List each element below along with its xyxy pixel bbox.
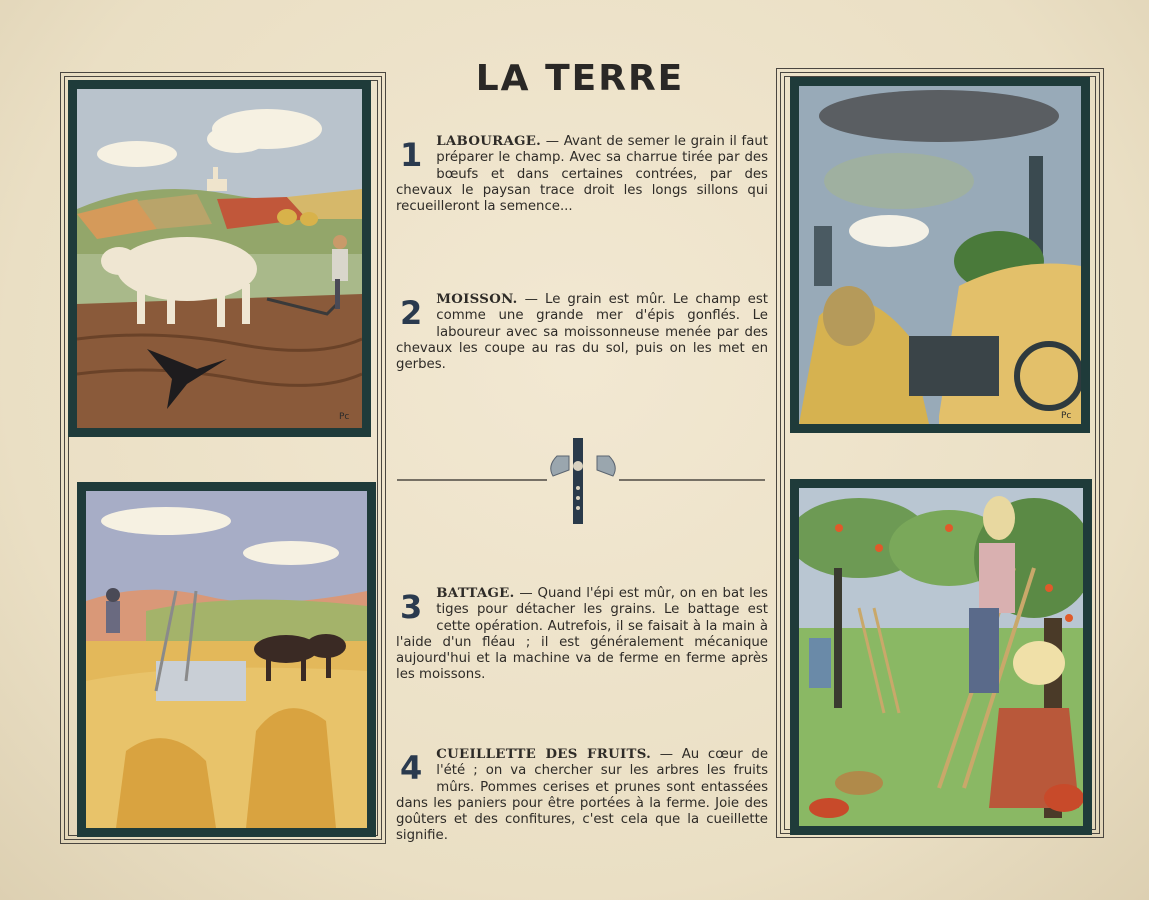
section-moisson <box>396 292 768 373</box>
page-title: LA TERRE <box>475 58 685 99</box>
section-labourage <box>396 134 768 215</box>
svg-text:Pc: Pc <box>1061 411 1072 421</box>
section-number: 3 <box>400 588 423 626</box>
flail-ornament-divider <box>397 436 765 528</box>
section-text: — Quand l'épi est mûr, on en bat les tiges pour détacher les grains. Le battage est cette opération. Autrefois, il se faisait à la main à l'aide d'un fléau ; il est généralement mécanique aujourd'hui et la machine va de ferme en ferme après les moissons. <box>396 586 768 683</box>
threshing-illustration <box>790 77 1090 433</box>
section-heading: MOISSON. <box>436 292 518 307</box>
section-text: — Au cœur de l'été ; on va chercher sur les arbres les fruits mûrs. Pommes cerises et prunes sont entassées dans les paniers pour être portées à la ferme. Joie des goûters et des confitures, c'est cela que la cueillette signifie. <box>396 747 768 844</box>
section-heading: CUEILLETTE DES FRUITS. <box>436 747 652 762</box>
section-battage <box>396 586 768 684</box>
section-number: 2 <box>400 294 423 332</box>
fruit-picking-illustration <box>790 479 1092 835</box>
section-text: — Le grain est mûr. Le champ est comme une grande mer d'épis gonflés. Le laboureur avec sa moissonneuse menée par des chevaux les coupe au ras du sol, puis on les met en gerbes. <box>396 292 768 373</box>
section-number: 1 <box>400 136 423 174</box>
section-cueillette <box>396 747 768 845</box>
section-heading: BATTAGE. <box>436 586 515 601</box>
ploughing-illustration <box>68 80 371 437</box>
section-number: 4 <box>400 749 423 787</box>
harvest-illustration <box>77 482 376 837</box>
section-heading: LABOURAGE. <box>436 134 542 149</box>
svg-text:Pc: Pc <box>339 412 350 422</box>
section-text: — Avant de semer le grain il faut préparer le champ. Avec sa charrue tirée par des bœufs et dans certaines contrées, par des chevaux le paysan trace droit les longs sillons qui recueilleront la semence... <box>396 134 768 215</box>
